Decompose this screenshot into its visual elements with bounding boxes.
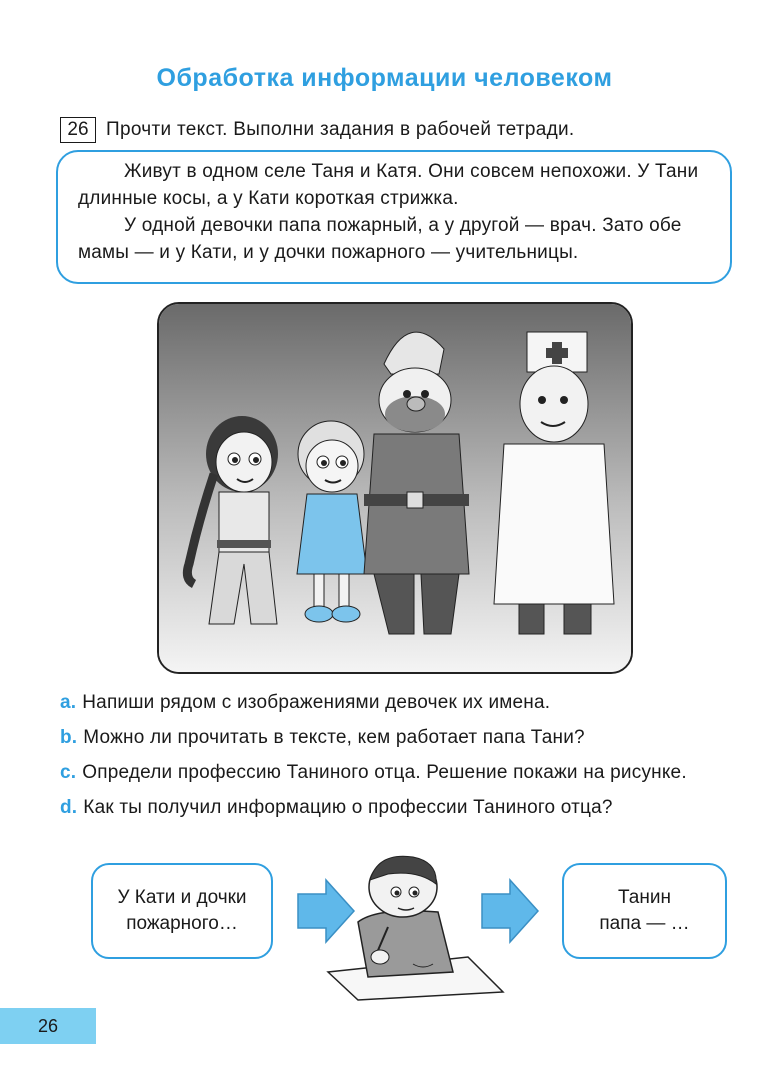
question-text: Можно ли прочитать в тексте, кем работает папа Тани? (83, 727, 585, 748)
question-b (60, 725, 740, 750)
flow-result-box (562, 863, 727, 959)
question-c (60, 760, 740, 785)
page-title: Обработка информации человеком (156, 64, 613, 92)
question-letter: c. (60, 762, 77, 783)
question-letter: d. (60, 797, 78, 818)
story-paragraph-2: У одной девочки папа пожарный, а у другой — врач. Зато обе мамы — и у Кати, и у дочки пожарного — учительницы. (78, 215, 682, 263)
flow-start-box (91, 863, 273, 959)
right-arrow-icon (480, 878, 540, 944)
question-d (60, 795, 740, 820)
page-number: 26 (0, 1008, 96, 1044)
question-letter: a. (60, 692, 77, 713)
question-letter: b. (60, 727, 78, 748)
flow-result-line-1: Танин (618, 887, 671, 908)
flow-start-line-2: пожарного… (126, 913, 238, 934)
story-paragraph-1: Живут в одном селе Таня и Катя. Они совсем непохожи. У Тани длинные косы, а у Кати короткая стрижка. (78, 161, 699, 209)
characters-illustration (157, 302, 633, 674)
flow-start-line-1: У Кати и дочки (117, 887, 247, 908)
question-text: Определи профессию Таниного отца. Решение покажи на рисунке. (82, 762, 687, 783)
task-number: 26 (60, 117, 96, 143)
flow-result-line-2: папа — … (599, 913, 690, 934)
question-a (60, 690, 740, 715)
task-header (60, 117, 574, 143)
question-text: Напиши рядом с изображениями девочек их имена. (82, 692, 551, 713)
story-textbox (56, 150, 732, 284)
questions-list (60, 690, 740, 830)
task-instruction: Прочти текст. Выполни задания в рабочей тетради. (106, 119, 575, 140)
characters-drawing (159, 304, 631, 672)
question-text: Как ты получил информацию о профессии Таниного отца? (83, 797, 613, 818)
